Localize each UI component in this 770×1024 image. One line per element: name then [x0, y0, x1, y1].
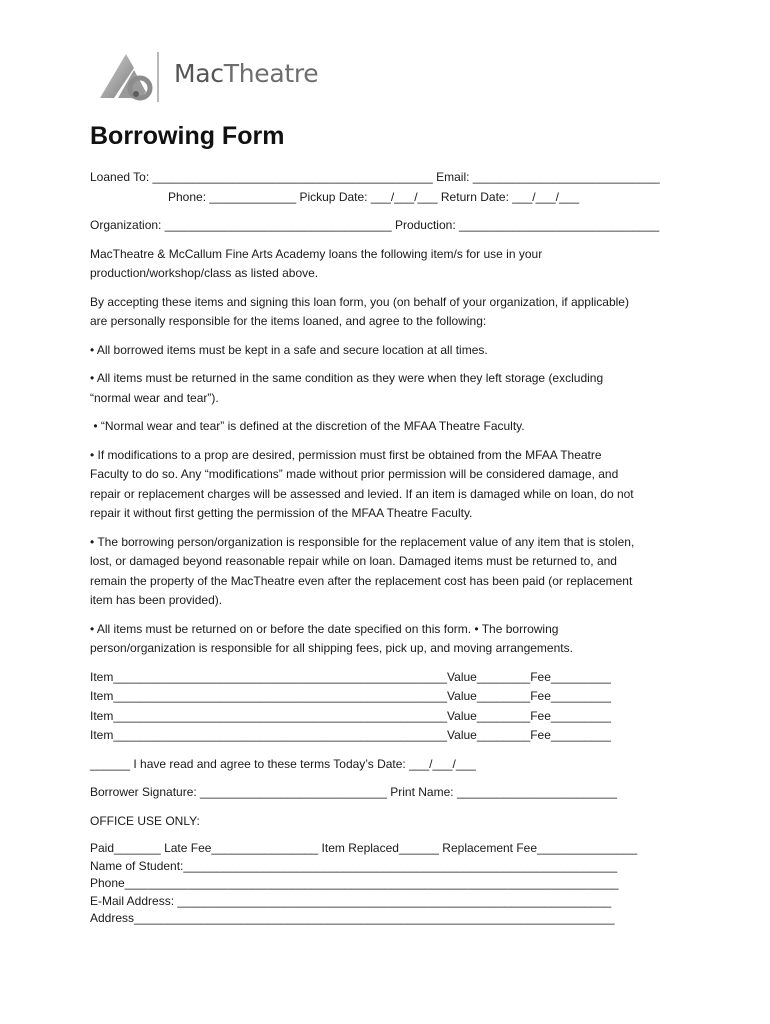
paragraph-line: • The borrowing person/organization is responsible for the replacement value of any item that is stolen, [90, 534, 635, 549]
rule-modifications [90, 446, 690, 524]
paragraph-line: MacTheatre & McCallum Fine Arts Academy loans the following item/s for use in your [90, 246, 543, 261]
item-list [90, 668, 690, 746]
paragraph-line: • If modifications to a prop are desired, permission must first be obtained from the MFAA Theatre [90, 447, 602, 462]
paragraph-line: item has been provided). [90, 593, 223, 607]
logo-brand-suffix: Theatre [223, 59, 319, 88]
agreement-field[interactable]: ______ I have read and agree to these terms Today’s Date: ___/___/___ [90, 756, 476, 771]
logo-brand-prefix: Mac [174, 59, 224, 88]
paragraph-line: • All items must be returned in the same condition as they were when they left storage (excluding [90, 371, 604, 385]
paragraph-intro [90, 245, 690, 284]
office-use-heading-row [90, 812, 690, 832]
spacer [90, 207, 690, 216]
paragraph-line: “normal wear and tear”). [90, 390, 219, 405]
paragraph-line: person/organization is responsible for all shipping fees, pick up, and moving arrangements. [90, 641, 573, 655]
paragraph-line: production/workshop/class as listed above. [90, 266, 319, 280]
paragraph-line: repair or replacement charges will be assessed and levied. If an item is damaged while on loan, do not [90, 486, 634, 501]
office-use-heading: OFFICE USE ONLY: [90, 813, 200, 828]
mactheatre-logo [96, 48, 326, 106]
phone-dates-field[interactable]: Phone: _____________ Pickup Date: ___/___/___ Return Date: ___/___/___ [168, 189, 579, 204]
office-phone-field[interactable]: Phone__________________________________________________________________________ [90, 876, 619, 890]
rule-normal-wear [90, 417, 690, 437]
office-student-name-field[interactable]: Name of Student:_________________________________________________________________ [90, 858, 618, 873]
paragraph-line: lost, or damaged beyond reasonable repair while on loan. Damaged items must be returned to, and [90, 554, 617, 568]
paragraph-line: By accepting these items and signing this loan form, you (on behalf of your organization, if applicable) [90, 294, 629, 309]
item-row[interactable]: Item__________________________________________________Value________Fee_________ [90, 689, 611, 703]
item-row[interactable]: Item__________________________________________________Value________Fee_________ [90, 708, 611, 723]
organization-production-field[interactable]: Organization: __________________________________ Production: ______________________________ [90, 218, 660, 232]
rule-same-condition [90, 369, 690, 408]
form-body [90, 168, 690, 928]
signature-field[interactable]: Borrower Signature: ____________________________ Print Name: ________________________ [90, 785, 618, 799]
paragraph-line: • All items must be returned on or before the date specified on this form. • The borrowing [90, 621, 559, 636]
rule-return-date [90, 620, 690, 659]
rule-secure-location [90, 341, 690, 361]
signature-row [90, 783, 690, 803]
rule-replacement-value [90, 533, 690, 611]
spacer [90, 236, 690, 245]
office-paid-fees-field[interactable]: Paid_______ Late Fee________________ Item Replaced______ Replacement Fee_______________ [90, 841, 638, 855]
item-row[interactable]: Item__________________________________________________Value________Fee_________ [90, 728, 611, 742]
logo-brand-text [174, 59, 318, 88]
paragraph-line: • All borrowed items must be kept in a safe and secure location at all times. [90, 342, 488, 357]
office-use-section [90, 840, 690, 928]
item-row[interactable]: Item__________________________________________________Value________Fee_________ [90, 669, 611, 684]
loaned-to-email-field[interactable]: Loaned To: __________________________________________ Email: ____________________________ [90, 170, 660, 184]
paragraph-acceptance [90, 293, 690, 332]
paragraph-line: • “Normal wear and tear” is defined at the discretion of the MFAA Theatre Faculty. [90, 419, 525, 433]
office-address-field[interactable]: Address________________________________________________________________________ [90, 911, 615, 925]
paragraph-line: are personally responsible for the items loaned, and agree to the following: [90, 314, 487, 328]
paragraph-line: Faculty to do so. Any “modifications” made without prior permission will be considered damage, and [90, 467, 619, 481]
theatre-mask-logo-icon [96, 48, 166, 106]
agreement-row [90, 755, 690, 775]
office-email-field[interactable]: E-Mail Address: _________________________________________________________________ [90, 893, 612, 908]
paragraph-line: remain the property of the MacTheatre even after the replacement cost has been paid (or replacement [90, 573, 633, 588]
paragraph-line: repair it without first getting the permission of the MFAA Theatre Faculty. [90, 506, 473, 520]
page-title: Borrowing Form [90, 122, 285, 150]
